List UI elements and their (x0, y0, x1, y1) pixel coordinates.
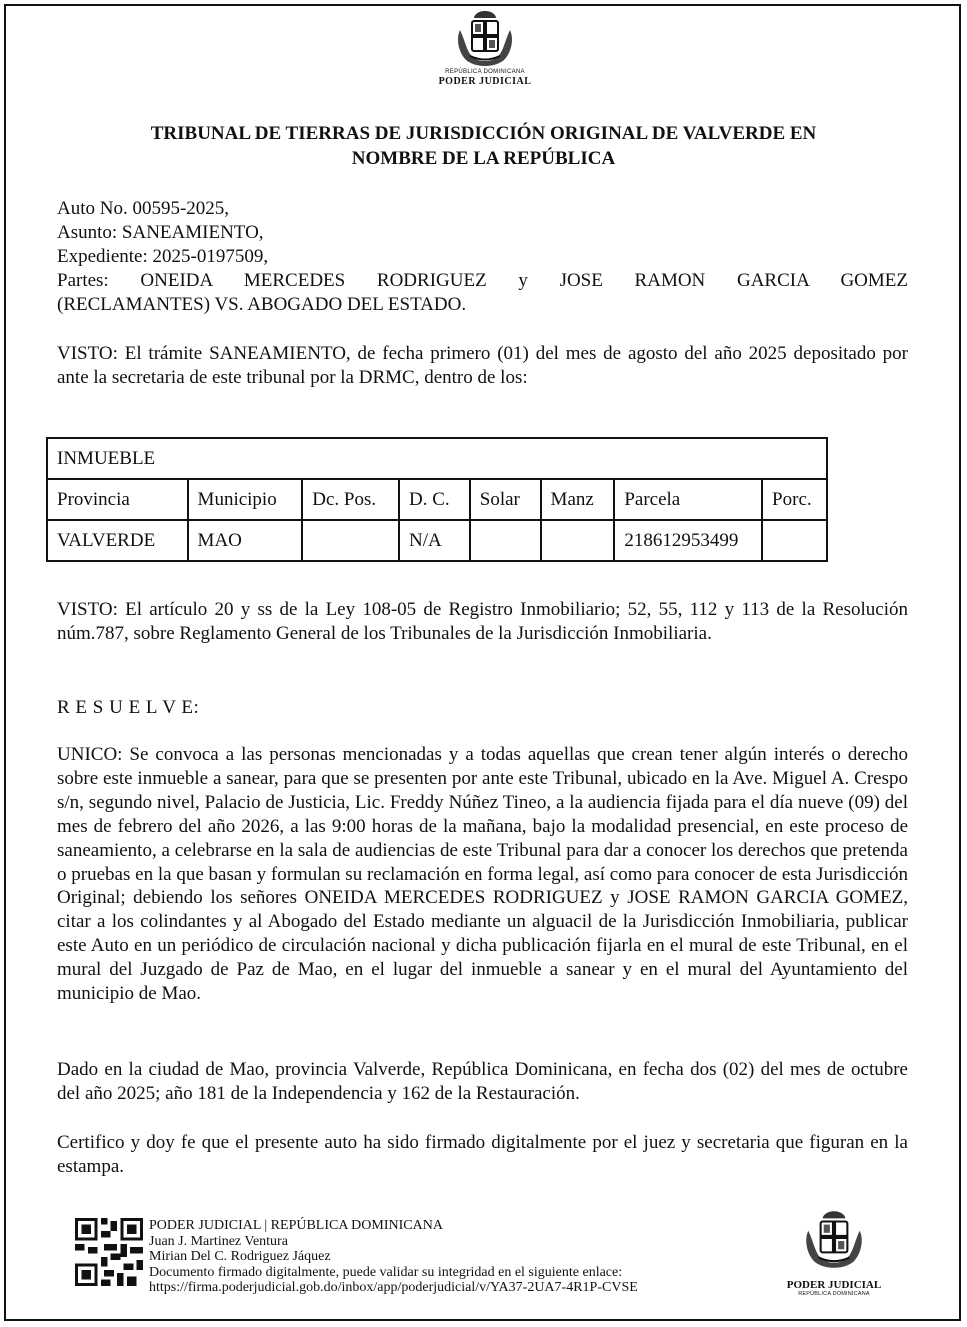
certifico-paragraph: Certifico y doy fe que el presente auto ha sido firmado digitalmente por el juez y secretaria que figuran en la estampa. (57, 1132, 908, 1177)
seal-caption-big: PODER JUDICIAL (438, 76, 532, 87)
signature-header: PODER JUDICIAL | REPÚBLICA DOMINICANA (149, 1218, 443, 1233)
footer-seal-caption-big: PODER JUDICIAL (786, 1279, 882, 1291)
column-header: Dc. Pos. (302, 479, 399, 520)
inmueble-table (46, 437, 828, 562)
table-cell: MAO (188, 520, 303, 561)
table-cell: N/A (399, 520, 470, 561)
auto-number: Auto No. 00595-2025, (57, 198, 230, 219)
table-caption: INMUEBLE (47, 438, 827, 479)
asunto: Asunto: SANEAMIENTO, (57, 222, 264, 243)
digital-signature-block (149, 1218, 638, 1296)
dado-paragraph: Dado en la ciudad de Mao, provincia Valverde, República Dominicana, en fecha dos (02) del mes de octubre del año 2025; año 181 de la Independencia y 162 de la Restauración. (57, 1059, 908, 1104)
table-row (47, 520, 827, 561)
partes-line-2: (RECLAMANTES) VS. ABOGADO DEL ESTADO. (57, 294, 467, 315)
column-header: Solar (470, 479, 541, 520)
table-cell: 218612953499 (614, 520, 762, 561)
resuelve-heading: R E S U E L V E: (57, 697, 200, 718)
validation-link[interactable]: https://firma.poderjudicial.gob.do/inbox/app/poderjudicial/v/YA37-2UA7-4R1P-CVSE (149, 1280, 638, 1296)
column-header: Municipio (188, 479, 303, 520)
column-header: Manz (541, 479, 615, 520)
column-header: Provincia (47, 479, 188, 520)
table-cell: VALVERDE (47, 520, 188, 561)
table-header-row (47, 479, 827, 520)
table-cell (470, 520, 541, 561)
seal-caption-small: REPÚBLICA DOMINICANA (445, 69, 525, 75)
coat-of-arms-icon (450, 8, 520, 68)
visto-paragraph-2: VISTO: El artículo 20 y ss de la Ley 108-05 de Registro Inmobiliario; 52, 55, 112 y 113 de la Resolución núm.787, sobre Reglamento General de los Tribunales de la Jurisdicción Inmobiliaria. (57, 599, 908, 644)
coat-of-arms-icon (798, 1206, 870, 1272)
validation-note: Documento firmado digitalmente, puede validar su integridad en el siguiente enlace: (149, 1264, 623, 1280)
column-header: Parcela (614, 479, 762, 520)
partes-line-1: Partes: ONEIDA MERCEDES RODRIGUEZ y JOSE RAMON GARCIA GOMEZ (57, 270, 908, 291)
table-cell (302, 520, 399, 561)
signer-judge: Juan J. Martinez Ventura (149, 1233, 288, 1249)
footer-seal-caption-small: REPÚBLICA DOMINICANA (798, 1291, 870, 1297)
poder-judicial-seal (435, 8, 535, 92)
footer-seal (784, 1206, 884, 1298)
signer-secretary: Mirian Del C. Rodriguez Jáquez (149, 1249, 331, 1265)
unico-paragraph: UNICO: Se convoca a las personas mencionadas y a todas aquellas que crean tener algún interés o derecho sobre este inmueble a sanear, para que se presenten por ante este Tribunal, ubicado en la Ave. Miguel A. Crespo s/n, segundo nivel, Palacio de Justicia, Lic. Freddy Núñez Tineo, a la audiencia fijada para el día nueve (09) del mes de febrero del año 2026, a las 9:00 horas de la mañana, bajo la modalidad presencial, en este proceso de saneamiento, a celebrarse en la sala de audiencias de este Tribunal para dar a conocer los derechos que pretenda o pruebas en la que basan y formulan su reclamación en forma legal, así como para conocer de esta Jurisdicción Original; debiendo los señores ONEIDA MERCEDES RODRIGUEZ y JOSE RAMON GARCIA GOMEZ, citar a los colindantes y al Abogado del Estado mediante un alguacil de la Jurisdicción Inmobiliaria, publicar este Auto en un periódico de circulación nacional y dicha publicación fijarla en el mural de este Tribunal, en el mural del Juzgado de Paz de Mao, en el lugar del inmueble a sanear y en el mural del Ayuntamiento del municipio de Mao. (57, 744, 908, 1005)
table-cell (762, 520, 827, 561)
document-title-line-1: TRIBUNAL DE TIERRAS DE JURISDICCIÓN ORIGINAL DE VALVERDE EN (150, 123, 817, 144)
table-caption-row (47, 438, 827, 479)
visto-paragraph-1: VISTO: El trámite SANEAMIENTO, de fecha primero (01) del mes de agosto del año 2025 depositado por ante la secretaria de este tribunal por la DRMC, dentro de los: (57, 343, 908, 388)
column-header: D. C. (399, 479, 470, 520)
qr-code-icon[interactable] (75, 1218, 143, 1286)
expediente: Expediente: 2025-0197509, (57, 246, 269, 267)
column-header: Porc. (762, 479, 827, 520)
table-cell (541, 520, 615, 561)
document-title-line-2: NOMBRE DE LA REPÚBLICA (351, 148, 616, 169)
